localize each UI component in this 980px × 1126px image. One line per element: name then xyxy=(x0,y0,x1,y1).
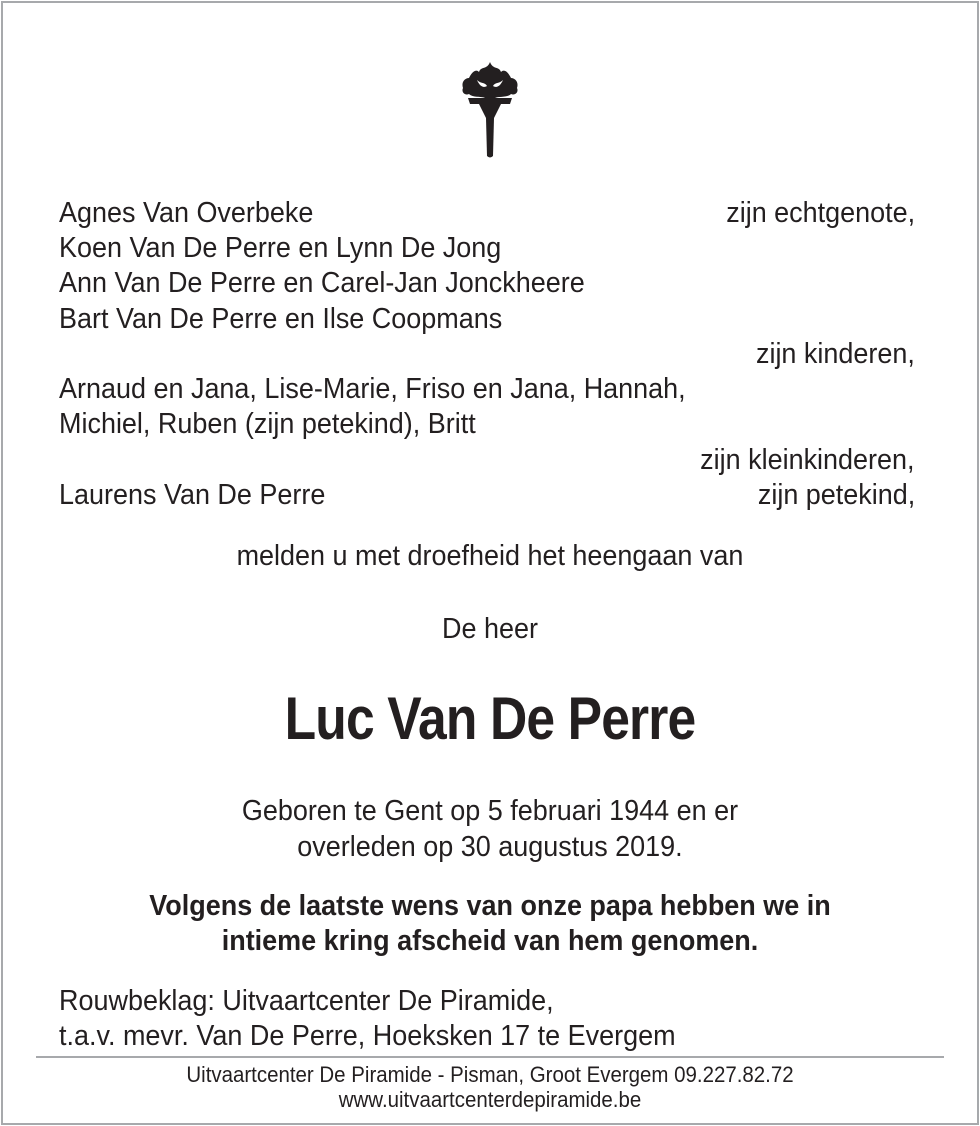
grandchildren-line: Arnaud en Jana, Lise-Marie, Friso en Jana, Hannah, xyxy=(59,373,686,405)
spouse-role: zijn echtgenote, xyxy=(726,197,915,229)
children-role: zijn kinderen, xyxy=(756,338,915,370)
godchild-name: Laurens Van De Perre xyxy=(59,479,326,511)
deceased-name: Luc Van De Perre xyxy=(284,685,696,752)
birth-death-line: Geboren te Gent op 5 februari 1944 en er xyxy=(241,795,739,827)
spouse-name: Agnes Van Overbeke xyxy=(59,197,314,229)
child-line: Koen Van De Perre en Lynn De Jong xyxy=(59,232,502,264)
child-line: Bart Van De Perre en Ilse Coopmans xyxy=(59,303,503,335)
condolence-line: Rouwbeklag: Uitvaartcenter De Piramide, xyxy=(59,985,554,1017)
funeral-home-info: Uitvaartcenter De Piramide - Pisman, Groot Evergem 09.227.82.72 xyxy=(186,1062,794,1087)
birth-death-line: overleden op 30 augustus 2019. xyxy=(297,831,683,863)
grandchildren-role: zijn kleinkinderen, xyxy=(700,444,915,476)
child-line: Ann Van De Perre en Carel-Jan Jonckheere xyxy=(59,267,585,299)
wish-line: Volgens de laatste wens van onze papa hebben we in xyxy=(149,890,831,922)
godchild-role: zijn petekind, xyxy=(757,479,915,511)
wish-line: intieme kring afscheid van hem genomen. xyxy=(221,925,759,957)
website-link[interactable]: www.uitvaartcenterdepiramide.be xyxy=(338,1087,642,1112)
torch-icon xyxy=(459,60,521,160)
grandchildren-line: Michiel, Ruben (zijn petekind), Britt xyxy=(59,408,476,440)
footer-divider xyxy=(36,1056,944,1058)
announcement-text: melden u met droefheid het heengaan van xyxy=(236,540,744,572)
honorific: De heer xyxy=(442,613,538,645)
condolence-line: t.a.v. mevr. Van De Perre, Hoeksken 17 te Evergem xyxy=(59,1020,676,1052)
